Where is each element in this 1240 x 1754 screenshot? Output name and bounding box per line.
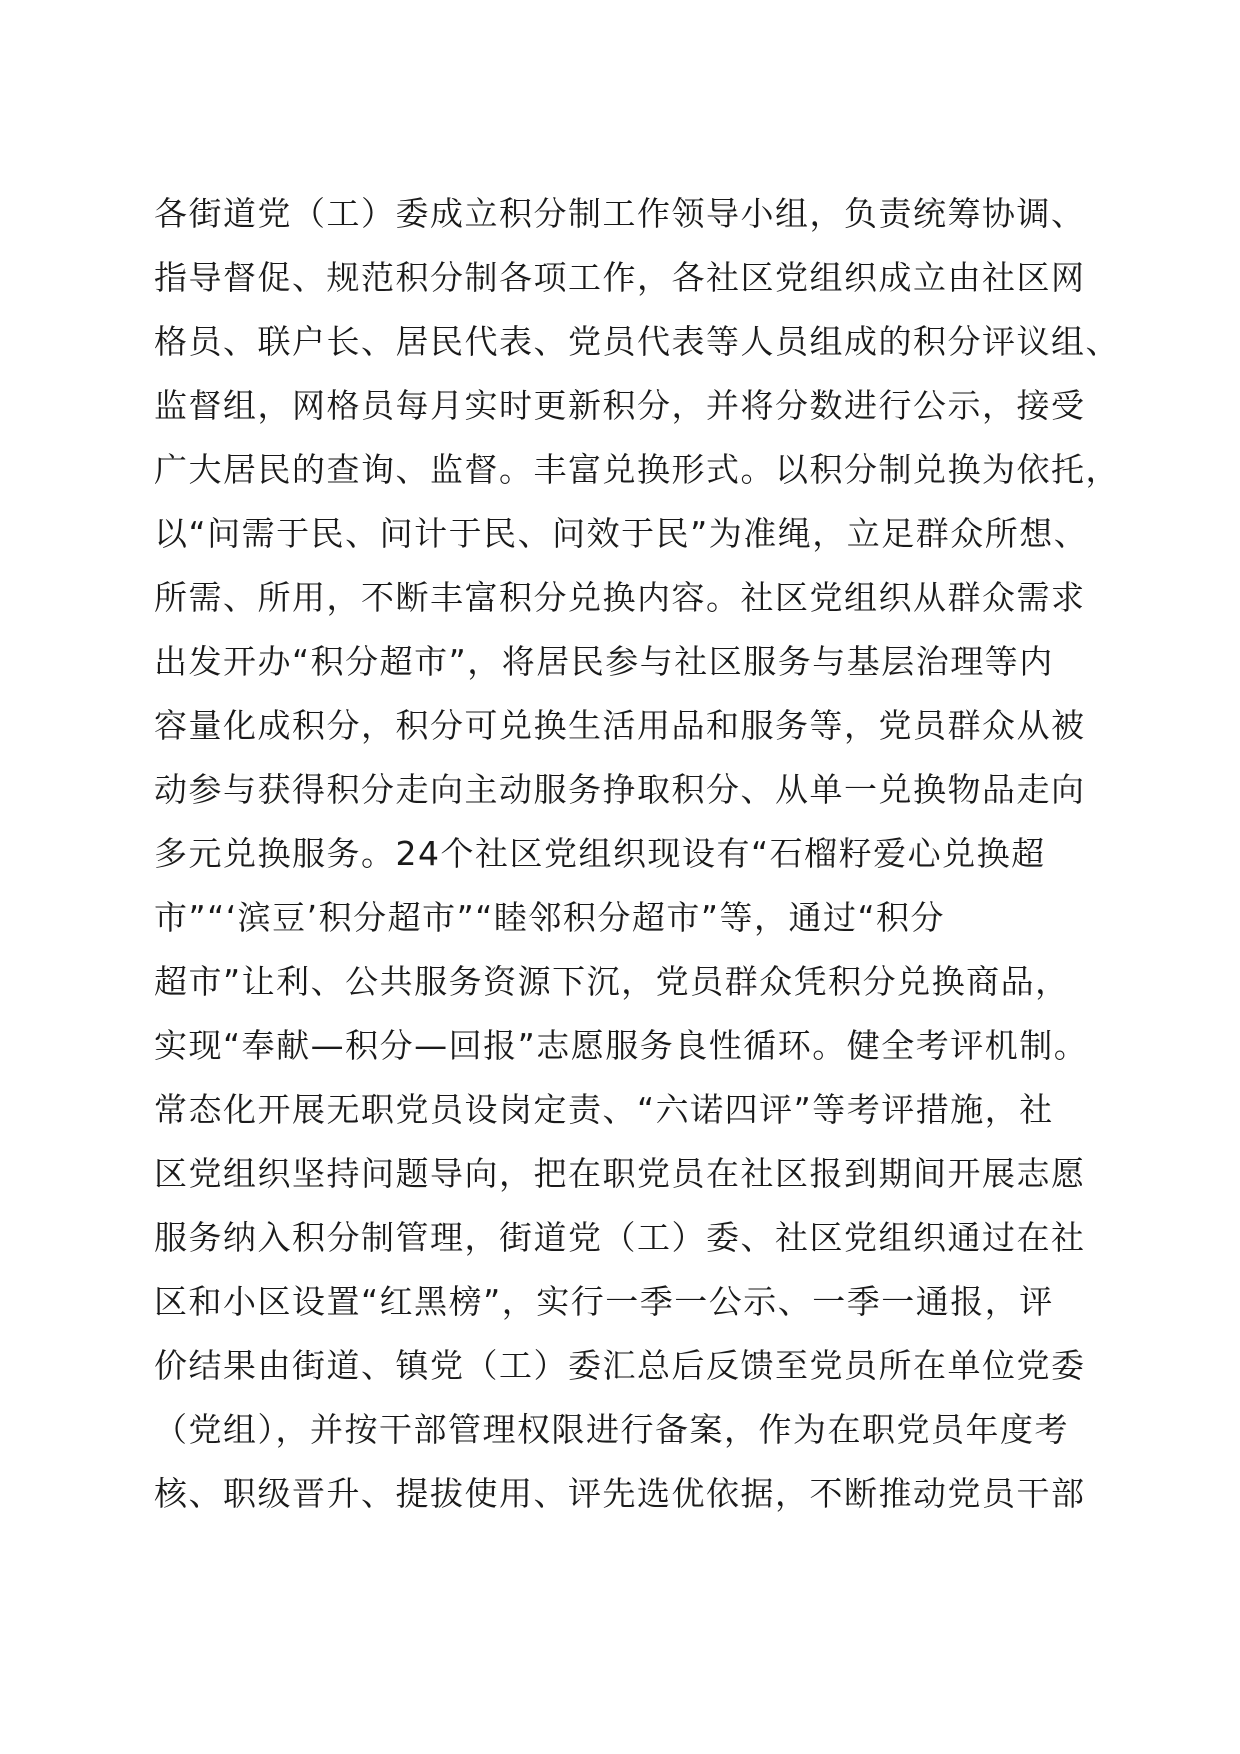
text-line: 各街道党（工）委成立积分制工作领导小组，负责统筹协调、 <box>154 194 1086 233</box>
text-line: 区党组织坚持问题导向，把在职党员在社区报到期间开展志愿 <box>154 1154 1086 1193</box>
text-line: 超市”让利、公共服务资源下沉，党员群众凭积分兑换商品， <box>154 962 1070 1001</box>
text-line: 以“问需于民、问计于民、问效于民”为准绳，立足群众所想、 <box>154 514 1089 553</box>
text-line: 区和小区设置“红黑榜”，实行一季一公示、一季一通报，评 <box>154 1282 1054 1321</box>
text-line: 服务纳入积分制管理，街道党（工）委、社区党组织通过在社 <box>154 1218 1086 1257</box>
text-line: 监督组，网格员每月实时更新积分，并将分数进行公示，接受 <box>154 386 1086 425</box>
text-line: 指导督促、规范积分制各项工作，各社区党组织成立由社区网 <box>154 258 1086 297</box>
text-line: 核、职级晋升、提拔使用、评先选优依据，不断推动党员干部 <box>154 1474 1086 1513</box>
text-line: 广大居民的查询、监督。丰富兑换形式。以积分制兑换为依托， <box>154 450 1120 489</box>
text-line: （党组），并按干部管理权限进行备案，作为在职党员年度考 <box>154 1410 1069 1449</box>
text-line: 出发开办“积分超市”，将居民参与社区服务与基层治理等内 <box>154 642 1054 681</box>
text-line: 所需、所用，不断丰富积分兑换内容。社区党组织从群众需求 <box>154 578 1086 617</box>
body-paragraph <box>154 182 1120 1526</box>
text-line: 容量化成积分，积分可兑换生活用品和服务等，党员群众从被 <box>154 706 1086 745</box>
text-line: 常态化开展无职党员设岗定责、“六诺四评”等考评措施，社 <box>154 1090 1054 1129</box>
text-line: 格员、联户长、居民代表、党员代表等人员组成的积分评议组、 <box>154 322 1120 361</box>
text-line: 市”“‘滨豆’积分超市”“睦邻积分超市”等，通过“积分 <box>154 898 946 937</box>
text-line: 价结果由街道、镇党（工）委汇总后反馈至党员所在单位党委 <box>154 1346 1086 1385</box>
text-line: 实现“奉献—积分—回报”志愿服务良性循环。健全考评机制。 <box>154 1026 1089 1065</box>
text-line: 多元兑换服务。24个社区党组织现设有“石榴籽爱心兑换超 <box>154 834 1046 873</box>
text-line: 动参与获得积分走向主动服务挣取积分、从单一兑换物品走向 <box>154 770 1086 809</box>
